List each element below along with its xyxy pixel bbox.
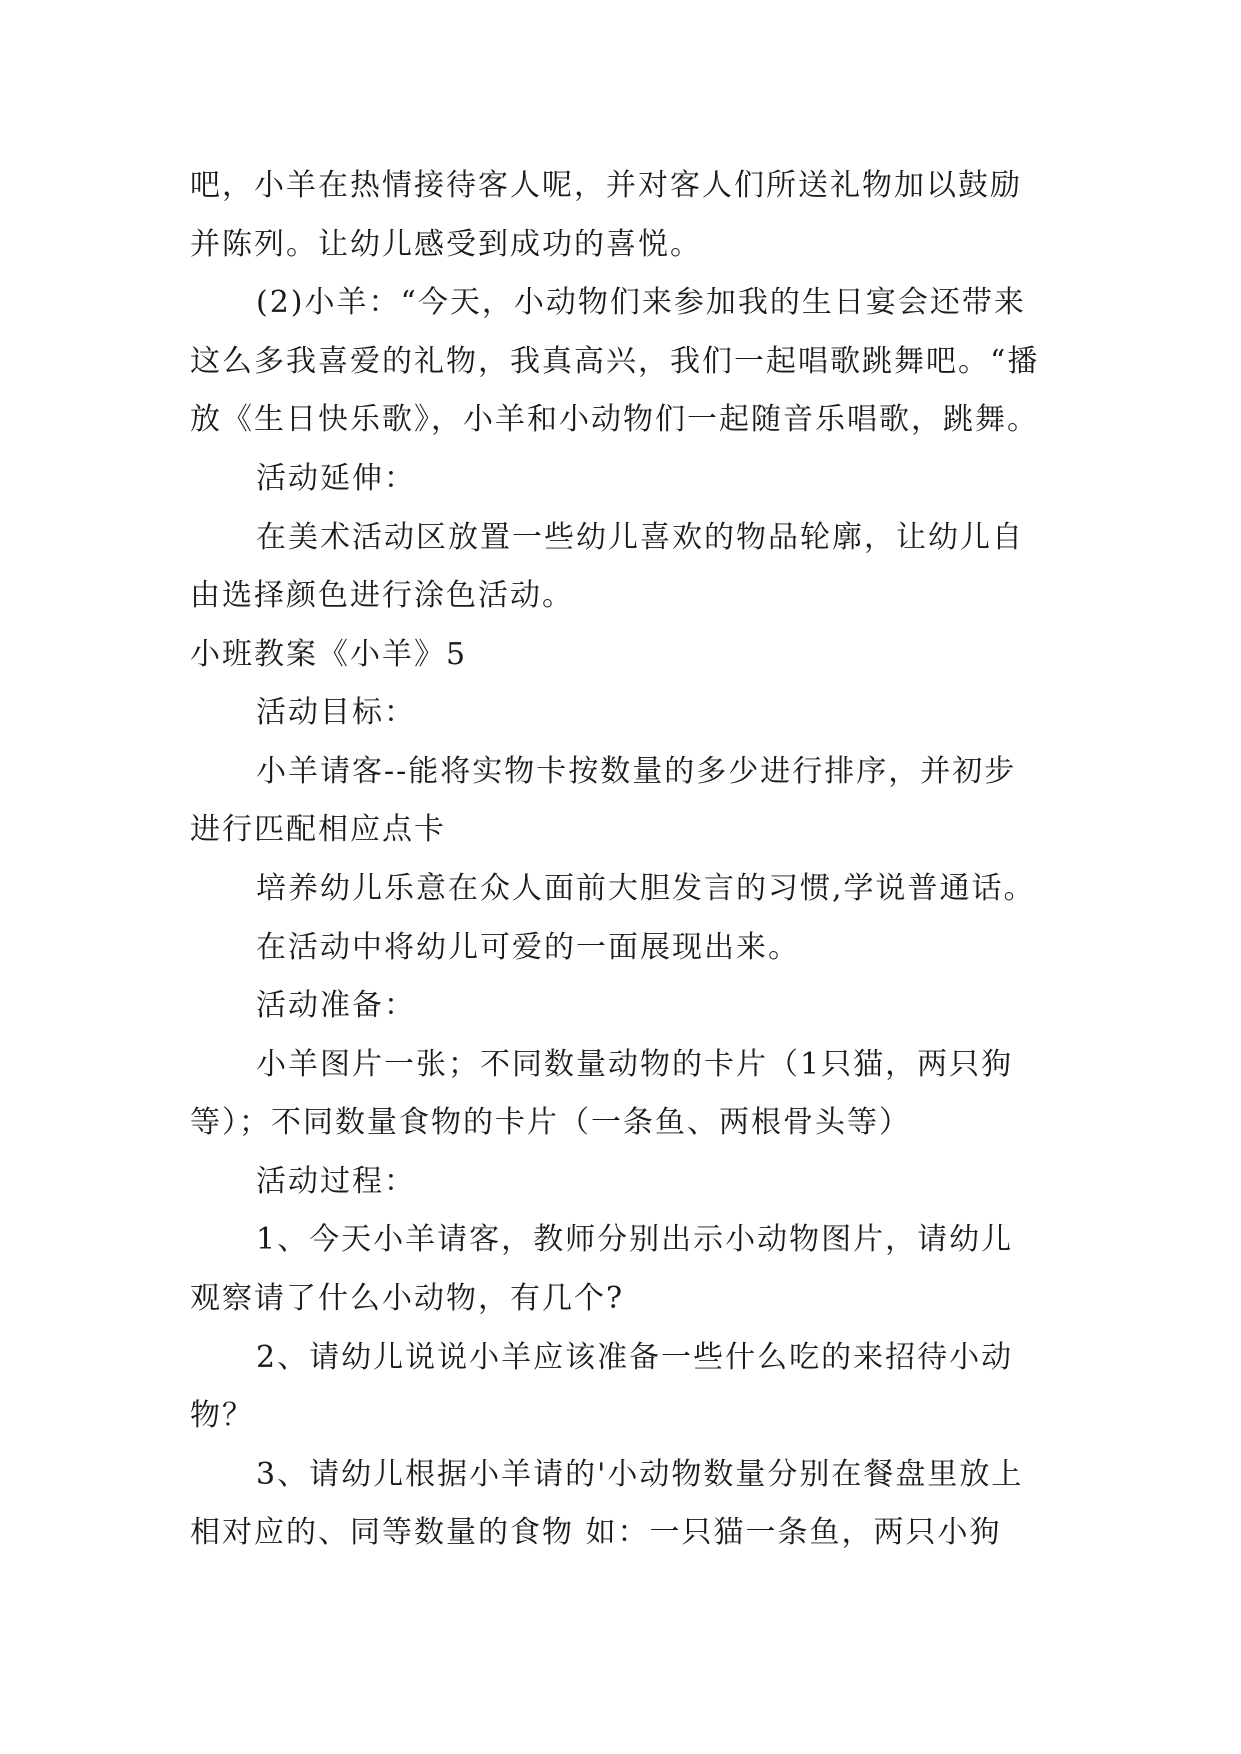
text-line: 在美术活动区放置一些幼儿喜欢的物品轮廓，让幼儿自 bbox=[256, 520, 1024, 555]
document-title: 小班教案《小羊》5 bbox=[190, 637, 468, 672]
text-line: 1、今天小羊请客，教师分别出示小动物图片，请幼儿 bbox=[256, 1222, 1014, 1257]
text-line: 并陈列。让幼儿感受到成功的喜悦。 bbox=[190, 227, 702, 262]
text-line: 吧，小羊在热情接待客人呢，并对客人们所送礼物加以鼓励 bbox=[190, 168, 1022, 203]
section-heading: 活动延伸： bbox=[256, 461, 416, 496]
text-line: 培养幼儿乐意在众人面前大胆发言的习惯,学说普通话。 bbox=[256, 871, 1036, 906]
text-line: 放《生日快乐歌》，小羊和小动物们一起随音乐唱歌，跳舞。 bbox=[190, 402, 1039, 437]
text-line: 相对应的、同等数量的食物 如：一只猫一条鱼，两只小狗 bbox=[190, 1515, 1002, 1550]
text-line: 3、请幼儿根据小羊请的'小动物数量分别在餐盘里放上 bbox=[256, 1457, 1024, 1492]
text-line: (2)小羊：“今天，小动物们来参加我的生日宴会还带来 bbox=[256, 285, 1026, 320]
section-heading: 活动准备： bbox=[256, 988, 416, 1023]
section-heading: 活动过程： bbox=[256, 1164, 416, 1199]
text-line: 这么多我喜爱的礼物，我真高兴，我们一起唱歌跳舞吧。“播 bbox=[190, 344, 1040, 379]
text-line: 小羊图片一张；不同数量动物的卡片（1只猫，两只狗 bbox=[256, 1047, 1014, 1082]
section-heading: 活动目标： bbox=[256, 695, 416, 730]
text-line: 进行匹配相应点卡 bbox=[190, 812, 446, 847]
text-line: 小羊请客--能将实物卡按数量的多少进行排序，并初步 bbox=[256, 754, 1017, 789]
text-line: 2、请幼儿说说小羊应该准备一些什么吃的来招待小动 bbox=[256, 1340, 1014, 1375]
text-line: 在活动中将幼儿可爱的一面展现出来。 bbox=[256, 930, 800, 965]
text-line: 物？ bbox=[190, 1398, 254, 1433]
text-line: 观察请了什么小动物，有几个? bbox=[190, 1281, 625, 1316]
text-line: 等）；不同数量食物的卡片（一条鱼、两根骨头等） bbox=[190, 1105, 911, 1140]
text-line: 由选择颜色进行涂色活动。 bbox=[190, 578, 574, 613]
